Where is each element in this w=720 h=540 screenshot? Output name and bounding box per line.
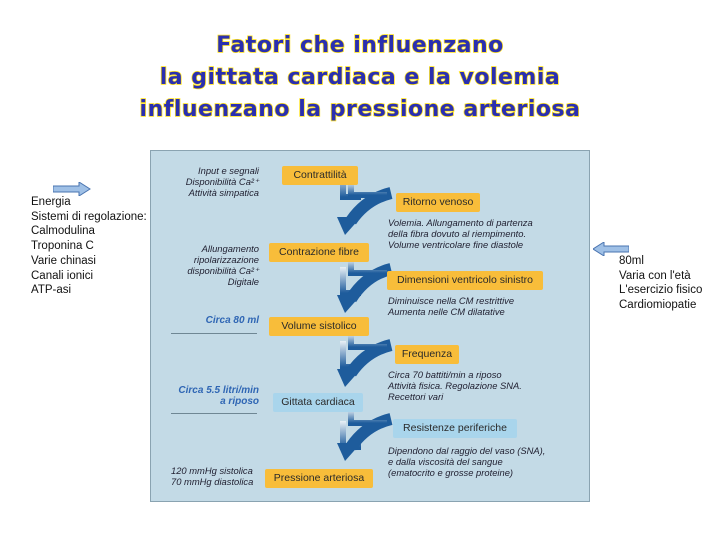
note-input-segnali: Input e segnali Disponibilità Ca²⁺ Attività simpatica [185,165,259,198]
left-list-item: Canali ionici [31,269,94,282]
title-line-2: la gittata cardiaca e la volemia [159,65,561,90]
flow-arrow-head [337,369,361,387]
flow-arrow-head [337,217,361,235]
box-contrazione-fibre: Contrazione fibre [269,243,369,262]
note-allungamento: Allungamento ripolarizzazione disponibilità Ca²⁺ Digitale [187,243,259,287]
divider [171,413,257,414]
right-list-item: 80ml [619,255,644,267]
box-gittata-cardiaca: Gittata cardiaca [273,393,363,412]
left-list-item: Varie chinasi [31,254,96,267]
title-line-1: Fatori che influenzano [216,33,504,58]
box-pressione-arteriosa: Pressione arteriosa [265,469,373,488]
left-list [31,195,147,298]
box-ritorno-venoso: Ritorno venoso [396,193,480,212]
left-list-item: Sistemi di regolazione: [31,210,147,223]
cardiac-flow-figure [150,150,590,502]
right-list-item: Varia con l'età [619,269,691,282]
flow-arrow-head [337,443,361,461]
left-list-item: ATP-asi [31,284,72,297]
divider [171,333,257,334]
slide-title [0,30,720,126]
right-arrow-icon [53,182,91,196]
note-volemia: Volemia. Allungamento di partenza della fibra dovuto al riempimento. Volume ventricolare fine diastole [388,217,533,250]
left-list-item: Energia [31,196,71,208]
box-contrattilita: Contrattilità [282,166,358,185]
right-list-item: Cardiomiopatie [619,299,697,312]
note-circa-80ml: Circa 80 ml [205,315,259,326]
note-cm: Diminuisce nella CM restrittive Aumenta nelle CM dilatative [388,295,515,317]
box-frequenza: Frequenza [395,345,459,364]
note-pressione: 120 mmHg sistolica 70 mmHg diastolica [171,465,254,487]
box-dimensioni-ventricolo: Dimensioni ventricolo sinistro [387,271,543,290]
note-frequenza: Circa 70 battiti/min a riposo Attività fisica. Regolazione SNA. Recettori vari [388,369,522,402]
title-line-3: influenzano la pressione arteriosa [139,97,581,122]
note-resistenze: Dipendono dal raggio del vaso (SNA), e dalla viscosità del sangue (ematocrito e grosse proteine) [388,445,546,478]
right-list-item: L'esercizio fisico [619,284,703,297]
left-list-item: Calmodulina [31,225,95,238]
note-circa-55l: Circa 5.5 litri/min a riposo [178,385,259,407]
right-list [619,254,702,313]
flow-arrow-head [337,295,361,313]
box-resistenze-periferiche: Resistenze periferiche [393,419,517,438]
left-list-item: Troponina C [31,240,94,253]
box-volume-sistolico: Volume sistolico [269,317,369,336]
